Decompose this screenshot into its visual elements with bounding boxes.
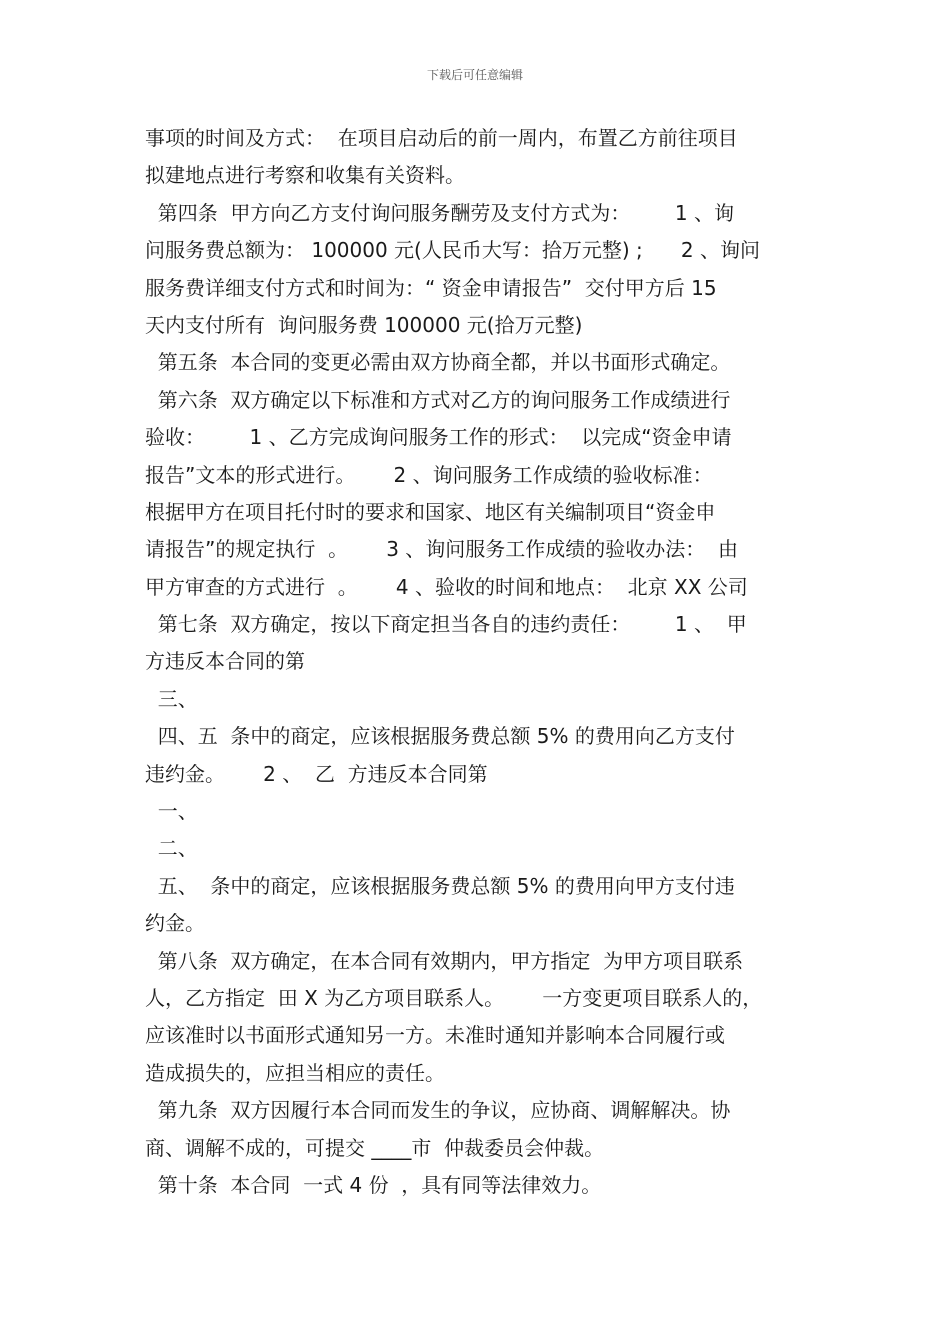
text-line: 拟建地点进行考察和收集有关资料。 — [145, 163, 465, 188]
text-line: 一、 — [145, 799, 198, 824]
text-line: 造成损失的，应担当相应的责任。 — [145, 1060, 445, 1085]
text-line: 约金。 — [145, 911, 205, 936]
page-header-note: 下载后可任意编辑 — [426, 68, 523, 82]
text-line: 服务费详细支付方式和时间为：“ 资金申请报告” 交付甲方后 15 — [145, 275, 717, 300]
text-line: 第六条 双方确定以下标准和方式对乙方的询问服务工作成绩进行 — [145, 387, 731, 412]
text-line: 应该准时以书面形式通知另一方。未准时通知并影响本合同履行或 — [145, 1023, 725, 1048]
text-line: 第十条 本合同 一式 4 份 ，具有同等法律效力。 — [145, 1172, 602, 1197]
text-line: 三、 — [145, 686, 198, 711]
text-line: 方违反本合同的第 — [145, 649, 305, 674]
text-line: 天内支付所有 询问服务费 100000 元(拾万元整) — [145, 312, 583, 337]
text-line: 五、 条中的商定，应该根据服务费总额 5% 的费用向甲方支付违 — [145, 873, 735, 898]
text-line: 第九条 双方因履行本合同而发生的争议，应协商、调解解决。协 — [145, 1098, 731, 1123]
text-line: 四、五 条中的商定，应该根据服务费总额 5% 的费用向乙方支付 — [145, 724, 735, 749]
text-line: 商、调解不成的，可提交 ____市 仲裁委员会仲裁。 — [145, 1135, 605, 1160]
text-line: 第八条 双方确定，在本合同有效期内，甲方指定 为甲方项目联系 — [145, 948, 744, 973]
text-line: 第四条 甲方向乙方支付询问服务酬劳及支付方式为： 1 、询 — [145, 200, 735, 225]
contract-body — [145, 120, 817, 1204]
text-line: 二、 — [145, 836, 198, 861]
text-line: 请报告”的规定执行 。 3 、询问服务工作成绩的验收办法： 由 — [145, 537, 739, 562]
text-line: 事项的时间及方式： 在项目启动后的前一周内，布置乙方前往项目 — [145, 126, 738, 150]
text-line: 报告”文本的形式进行。 2 、询问服务工作成绩的验收标准： — [145, 462, 713, 487]
text-line: 第七条 双方确定，按以下商定担当各自的违约责任： 1 、 甲 — [145, 612, 747, 637]
text-line: 甲方审查的方式进行 。 4 、验收的时间和地点： 北京 XX 公司 — [145, 574, 748, 599]
text-line: 第五条 本合同的变更必需由双方协商全都，并以书面形式确定。 — [145, 350, 731, 375]
text-line: 违约金。 2 、 乙 方违反本合同第 — [145, 761, 488, 786]
text-line: 问服务费总额为： 100000 元(人民币大写：拾万元整) ; 2 、询问 — [145, 238, 760, 263]
text-line: 验收： 1 、乙方完成询问服务工作的形式： 以完成“资金申请 — [145, 425, 732, 450]
text-line: 人，乙方指定 田 X 为乙方项目联系人。 一方变更项目联系人的， — [145, 985, 763, 1010]
text-line: 根据甲方在项目托付时的要求和国家、地区有关编制项目“资金申 — [145, 499, 716, 524]
